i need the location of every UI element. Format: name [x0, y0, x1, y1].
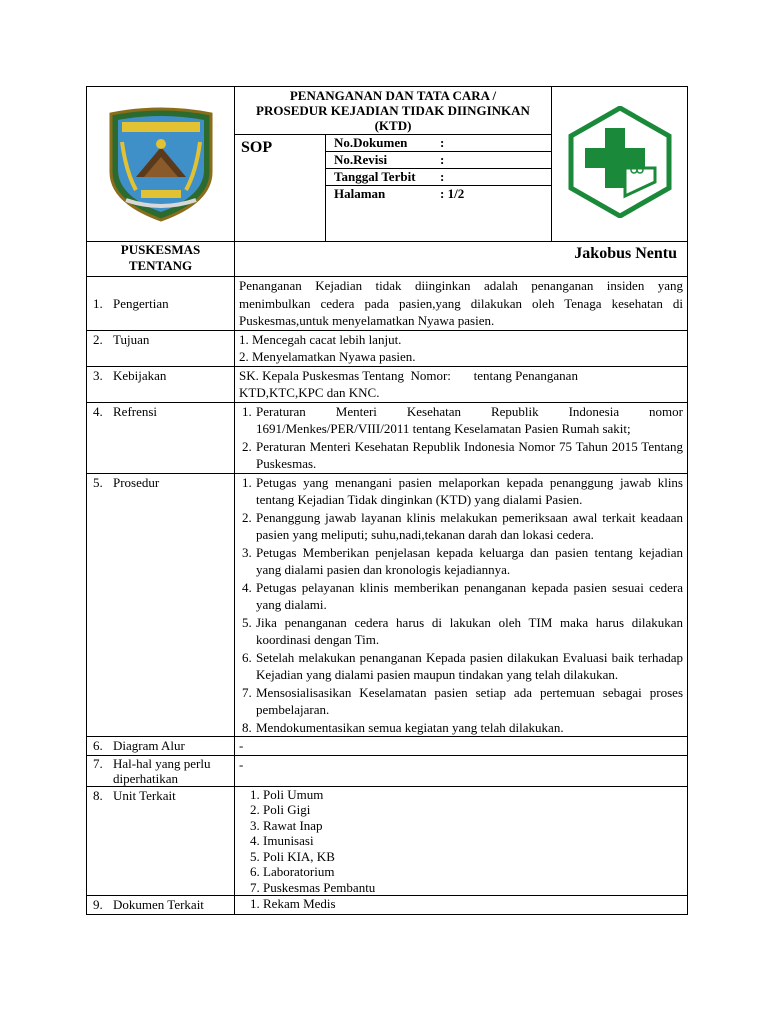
sop-label: SOP	[235, 135, 326, 241]
meta-label-revisi: No.Revisi	[326, 152, 432, 169]
kebijakan-line-1: SK. Kepala Puskesmas Tentang Nomor: tentang Penanganan	[239, 367, 578, 383]
org-name: PUSKESMAS	[120, 242, 201, 257]
meta-label-tanggal: Tanggal Terbit	[326, 169, 432, 186]
list-item: 2. Peraturan Menteri Kesehatan Republik Indonesia Nomor 75 Tahun 2015 Tentang Puskesmas.	[255, 438, 683, 473]
section-text-tujuan	[235, 330, 688, 366]
unit-list	[239, 787, 683, 896]
list-item: 2. Poli Gigi	[263, 802, 683, 818]
list-item: 6. Setelah melakukan penanganan Kepada pasien dilakukan Evaluasi baik terhadap Kejadian yang dialami pasien maupun tindakan yang telah dilakukan.	[255, 649, 683, 684]
meta-value-revisi: :	[432, 152, 551, 169]
title-line-1: PENANGANAN DAN TATA CARA /	[289, 88, 497, 103]
section-text-halhal: -	[235, 755, 688, 786]
list-item: 2. Penanggung jawab layanan klinis melakukan pemeriksaan awal terkait keadaan pasien yang meliputi; suhu,nadi,tekanan darah dan lokasi cedera.	[255, 509, 683, 544]
list-item: 7. Puskesmas Pembantu	[263, 880, 683, 896]
tujuan-line-1: 1. Mencegah cacat lebih lanjut.	[239, 331, 402, 347]
list-item: 4. Imunisasi	[263, 833, 683, 849]
list-item: 1. Petugas yang menangani pasien melaporkan kepada penanggung jawab klins tentang Kejadian Tidak dinginkan (KTD) yang dialami Pasien.	[255, 474, 683, 509]
section-text-diagram: -	[235, 737, 688, 756]
section-text-dokumen	[235, 896, 688, 915]
list-item: 3. Rawat Inap	[263, 818, 683, 834]
list-item: 1. Rekam Medis	[263, 896, 683, 912]
list-item: 5. Poli KIA, KB	[263, 849, 683, 865]
section-text-prosedur	[235, 473, 688, 737]
section-text-pengertian: Penanganan Kejadian tidak diinginkan adalah penanganan insiden yang menimbulkan cedera pada pasien,yang dilakukan oleh Tenaga kesehatan di Puskesmas,untuk menyelamatkan Nyawa pasien.	[235, 277, 688, 331]
section-label-prosedur: 5. Prosedur	[87, 473, 235, 737]
section-label-dokumen: 9. Dokumen Terkait	[87, 896, 235, 915]
sop-meta-block	[235, 135, 551, 241]
title-cell	[235, 87, 552, 242]
meta-label-halaman: Halaman	[334, 186, 386, 201]
title-line-2: PROSEDUR KEJADIAN TIDAK DIINGINKAN	[256, 103, 530, 118]
regency-emblem-icon	[96, 102, 226, 222]
section-label-tujuan: 2. Tujuan	[87, 330, 235, 366]
section-label-halhal: 7. Hal-hal yang perlu diperhatikan	[87, 755, 235, 786]
sop-document	[86, 86, 687, 915]
section-label-kebijakan: 3. Kebijakan	[87, 366, 235, 402]
document-title	[235, 87, 551, 135]
list-item: 7. Mensosialisasikan Keselamatan pasien setiap ada pertemuan sebagai proses pembelajaran.	[255, 684, 683, 719]
sop-table	[86, 86, 688, 915]
section-label-diagram: 6. Diagram Alur	[87, 737, 235, 756]
meta-value-tanggal: :	[432, 169, 551, 186]
section-text-refrensi	[235, 402, 688, 473]
dokumen-list	[239, 896, 683, 912]
list-item: 1. Peraturan Menteri Kesehatan Republik Indonesia nomor 1691/Menkes/PER/VIII/2011 tentang Keselamatan Pasien Rumah sakit;	[255, 403, 683, 438]
meta-label-dokumen: No.Dokumen	[326, 135, 432, 152]
prosedur-list	[239, 474, 683, 737]
title-line-3: (KTD)	[374, 118, 412, 133]
org-name-cell	[87, 242, 235, 277]
list-item: 3. Petugas Memberikan penjelasan kepada keluarga dan pasien tentang kejadian yang dialami pasien dan kronologis kejadiannya.	[255, 544, 683, 579]
section-text-kebijakan	[235, 366, 688, 402]
left-logo-cell	[87, 87, 235, 242]
tujuan-line-2: 2. Menyelamatkan Nyawa pasien.	[239, 349, 416, 364]
refrensi-list	[239, 403, 683, 473]
list-item: 4. Petugas pelayanan klinis memberikan penanganan kepada pasien sesuai cedera yang dialami.	[255, 579, 683, 614]
puskesmas-cross-logo-icon	[567, 106, 673, 218]
list-item: 8. Mendokumentasikan semua kegiatan yang telah dilakukan.	[255, 719, 683, 737]
meta-table	[326, 135, 551, 218]
right-logo-cell	[552, 87, 688, 242]
list-item: 5. Jika penanganan cedera harus di lakukan oleh TIM maka harus dilakukan koordinasi dengan Tim.	[255, 614, 683, 649]
list-item: 6. Laboratorium	[263, 864, 683, 880]
list-item: 1. Poli Umum	[263, 787, 683, 803]
meta-value-dokumen: :	[432, 135, 551, 152]
section-label-unit: 8. Unit Terkait	[87, 786, 235, 896]
section-label-pengertian: 1. Pengertian	[87, 277, 235, 331]
meta-value-halaman: : 1/2	[440, 186, 465, 201]
section-label-refrensi: 4. Refrensi	[87, 402, 235, 473]
section-text-unit	[235, 786, 688, 896]
signatory-name: Jakobus Nentu	[235, 242, 688, 277]
kebijakan-line-2: KTD,KTC,KPC dan KNC.	[239, 385, 380, 400]
org-location: TENTANG	[128, 258, 193, 273]
